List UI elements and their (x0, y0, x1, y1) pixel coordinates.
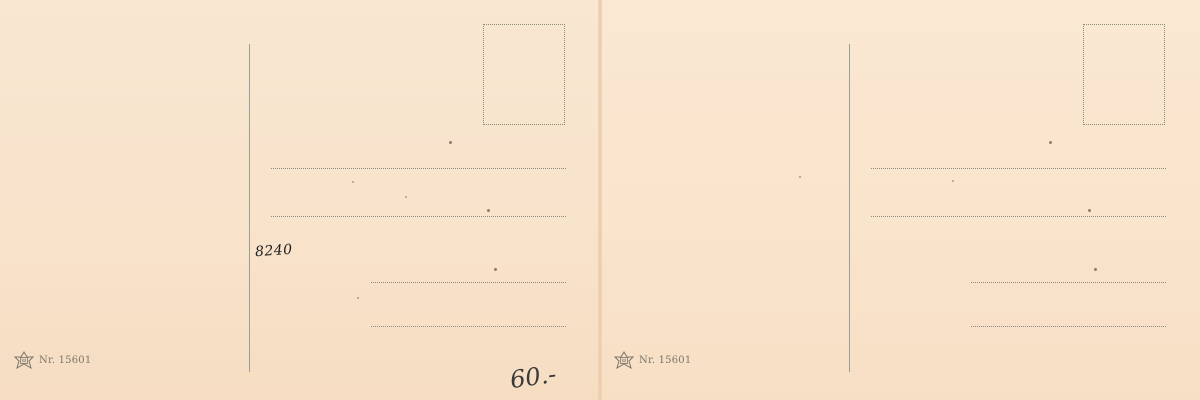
publisher-number: Nr. 15601 (639, 354, 692, 366)
handwritten-price: 60.- (508, 359, 559, 395)
paper-speck (352, 181, 354, 183)
address-line-3 (971, 282, 1166, 283)
handwritten-code: 8240 (254, 241, 294, 261)
paper-speck (1049, 141, 1052, 144)
postcard-right (600, 0, 1200, 400)
paper-speck (1088, 209, 1091, 212)
center-divider-line (849, 44, 850, 372)
address-line-1 (271, 168, 566, 169)
paper-speck (405, 196, 407, 198)
publisher-mark (14, 351, 91, 369)
address-line-2 (271, 216, 566, 217)
address-line-3 (371, 282, 566, 283)
card-seam (598, 0, 602, 400)
paper-speck (449, 141, 452, 144)
svg-text:W: W (621, 358, 627, 365)
star-monogram-icon (614, 351, 634, 369)
paper-speck (494, 268, 497, 271)
stamp-placeholder-box (1083, 24, 1165, 125)
paper-speck (1094, 268, 1097, 271)
address-line-4 (971, 326, 1166, 327)
paper-speck (487, 209, 490, 212)
paper-speck (357, 297, 359, 299)
paper-speck (799, 176, 801, 178)
publisher-number: Nr. 15601 (39, 354, 92, 366)
address-line-1 (871, 168, 1166, 169)
paper-speck (952, 180, 954, 182)
star-monogram-icon (14, 351, 34, 369)
stamp-placeholder-box (483, 24, 565, 125)
address-line-4 (371, 326, 566, 327)
address-line-2 (871, 216, 1166, 217)
publisher-mark (614, 351, 691, 369)
center-divider-line (249, 44, 250, 372)
svg-text:W: W (21, 358, 27, 365)
